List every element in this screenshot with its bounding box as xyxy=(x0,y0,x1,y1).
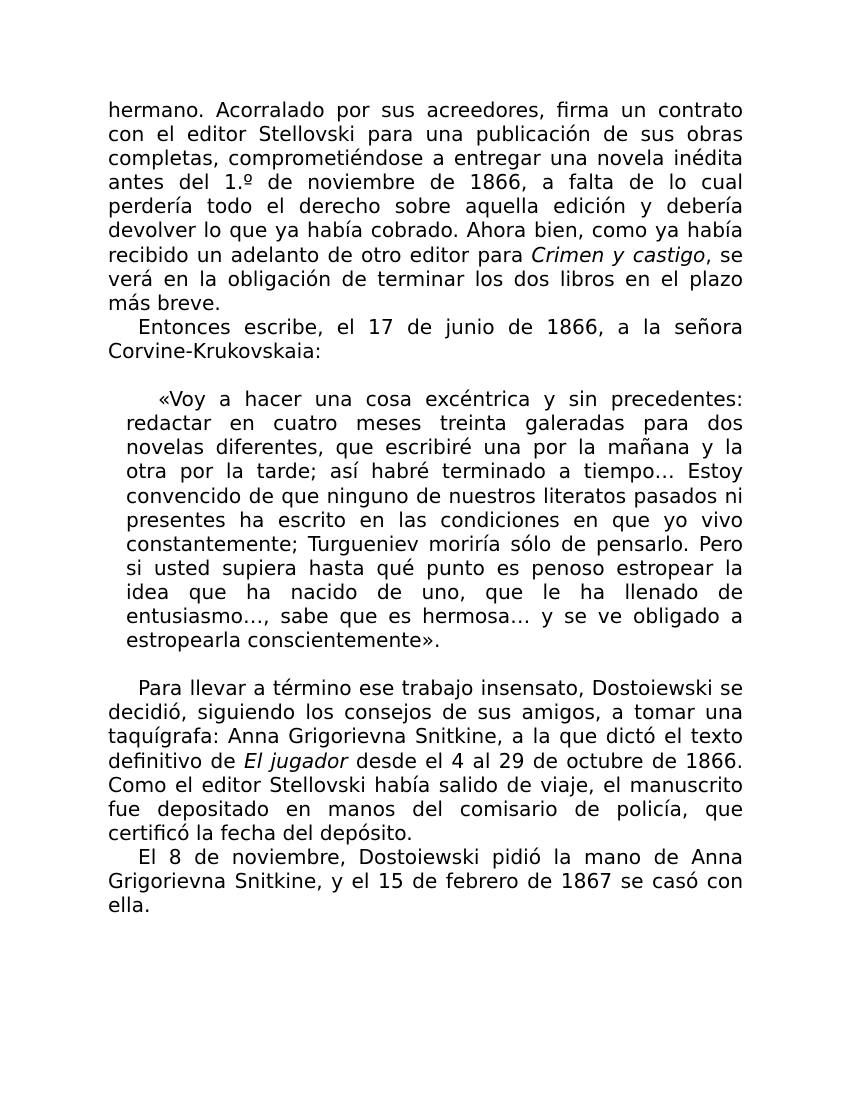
block-quote-letter: «Voy a hacer una cosa excéntrica y sin precedentes: redactar en cuatro meses treinta galeradas para dos novelas diferentes, que escribiré una por la mañana y la otra por la tarde; así habré terminado a tiempo… Estoy convencido de que ninguno de nuestros literatos pasados ni presentes ha escrito en las condiciones en que yo vivo constantemente; Turgueniev moriría sólo de pensarlo. Pero si usted supiera hasta qué punto es penoso estropear la idea que ha nacido de uno, que le ha llenado de entusiasmo…, sabe que es hermosa… y se ve obligado a estropearla conscientemente». xyxy=(126,387,743,653)
paragraph-text: hermano. Acorralado por sus acreedores, firma un contrato con el editor Stellovski para una publicación de sus obras completas, comprometiéndose a entregar una novela inédita antes del 1.º de noviembre de 1866, a falta de lo cual perdería todo el derecho sobre aquella edición y debería devolver lo que ya había cobrado. Ahora bien, como ya había recibido un adelanto de otro editor para xyxy=(108,98,743,267)
paragraph-stenographer xyxy=(108,676,743,845)
paragraph-text: Para llevar a término ese trabajo insensato, Dostoiewski se decidió, siguiendo los consejos de sus amigos, a tomar una taquígrafa: Anna Grigorievna Snitkine, a la que dictó el texto definitivo de xyxy=(108,676,743,773)
paragraph-marriage: El 8 de noviembre, Dostoiewski pidió la mano de Anna Grigorievna Snitkine, y el 15 de febrero de 1867 se casó con ella. xyxy=(108,844,743,918)
paragraph-text: , se verá en la obligación de terminar los dos libros en el plazo más breve. xyxy=(108,242,743,315)
book-title-el-jugador: El jugador xyxy=(243,748,348,773)
paragraph-letter-intro: Entonces escribe, el 17 de junio de 1866, a la señora Corvine-Krukovskaia: xyxy=(108,314,743,363)
paragraph-contract xyxy=(108,98,743,315)
paragraph-text: desde el 4 al 29 de octubre de 1866. Como el editor Stellovski había salido de viaje, el manuscrito fue depositado en manos del comisario de policía, que certificó la fecha del depósito. xyxy=(108,748,743,845)
book-title-crimen-y-castigo: Crimen y castigo xyxy=(531,242,706,267)
document-page xyxy=(108,98,743,917)
